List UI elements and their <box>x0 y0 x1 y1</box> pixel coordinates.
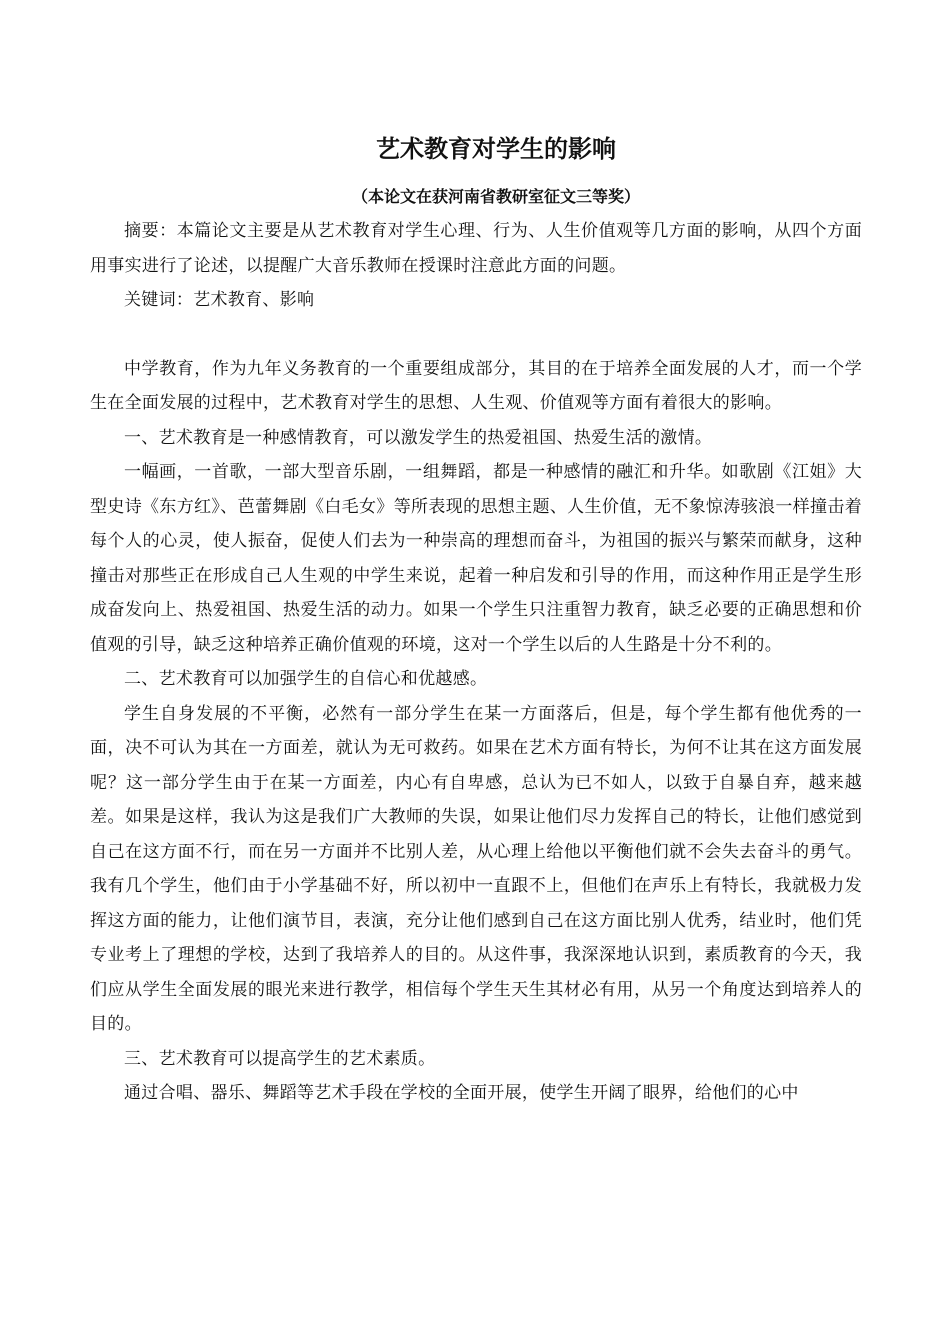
document-subtitle: （本论文在获河南省教研室征文三等奖） <box>351 187 640 206</box>
body-paragraph: 通过合唱、器乐、舞蹈等艺术手段在学校的全面开展，使学生开阔了眼界，给他们的心中 <box>124 1083 799 1103</box>
section-heading: 三、艺术教育可以提高学生的艺术素质。 <box>124 1048 436 1069</box>
section-heading: 一、艺术教育是一种感情教育，可以激发学生的热爱祖国、热爱生活的激情。 <box>124 427 713 448</box>
section-spacer <box>90 318 862 352</box>
document-body <box>90 132 862 1111</box>
body-paragraph: 中学教育，作为九年义务教育的一个重要组成部分，其目的在于培养全面发展的人才，而一个学生在全面发展的过程中，艺术教育对学生的思想、人生观、价值观等方面有着很大的影响。 <box>90 358 862 413</box>
abstract-paragraph: 摘要：本篇论文主要是从艺术教育对学生心理、行为、人生价值观等几方面的影响，从四个方面用事实进行了论述，以提醒广大音乐教师在授课时注意此方面的问题。 <box>90 221 862 276</box>
body-paragraph: 学生自身发展的不平衡，必然有一部分学生在某一方面落后，但是，每个学生都有他优秀的一面，决不可认为其在一方面差，就认为无可救药。如果在艺术方面有特长，为何不让其在这方面发展呢？这一部分学生由于在某一方面差，内心有自卑感，总认为已不如人，以致于自暴自弃，越来越差。如果是这样，我认为这是我们广大教师的失误，如果让他们尽力发挥自己的特长，让他们感觉到自己在这方面不行，而在另一方面并不比别人差，从心理上给他以平衡他们就不会失去奋斗的勇气。我有几个学生，他们由于小学基础不好，所以初中一直跟不上，但他们在声乐上有特长，我就极力发挥这方面的能力，让他们演节目，表演，充分让他们感到自己在这方面比别人优秀，结业时，他们凭专业考上了理想的学校，达到了我培养人的目的。从这件事，我深深地认识到，素质教育的今天，我们应从学生全面发展的眼光来进行教学，相信每个学生天生其材必有用，从另一个角度达到培养人的目的。 <box>90 703 862 1034</box>
body-paragraph: 一幅画，一首歌，一部大型音乐剧，一组舞蹈，都是一种感情的融汇和升华。如歌剧《江姐》大型史诗《东方红》、芭蕾舞剧《白毛女》等所表现的思想主题、人生价值，无不象惊涛骇浪一样撞击着每个人的心灵，使人振奋，促使人们去为一种崇高的理想而奋斗，为祖国的振兴与繁荣而献身，这种撞击对那些正在形成自己人生观的中学生来说，起着一种启发和引导的作用，而这种作用正是学生形成奋发向上、热爱祖国、热爱生活的动力。如果一个学生只注重智力教育，缺乏必要的正确思想和价值观的引导，缺乏这种培养正确价值观的环境，这对一个学生以后的人生路是十分不利的。 <box>90 462 862 655</box>
keywords-line: 关键词：艺术教育、影响 <box>124 290 315 310</box>
section-heading: 二、艺术教育可以加强学生的自信心和优越感。 <box>124 669 488 689</box>
document-title: 艺术教育对学生的影响 <box>376 135 616 163</box>
